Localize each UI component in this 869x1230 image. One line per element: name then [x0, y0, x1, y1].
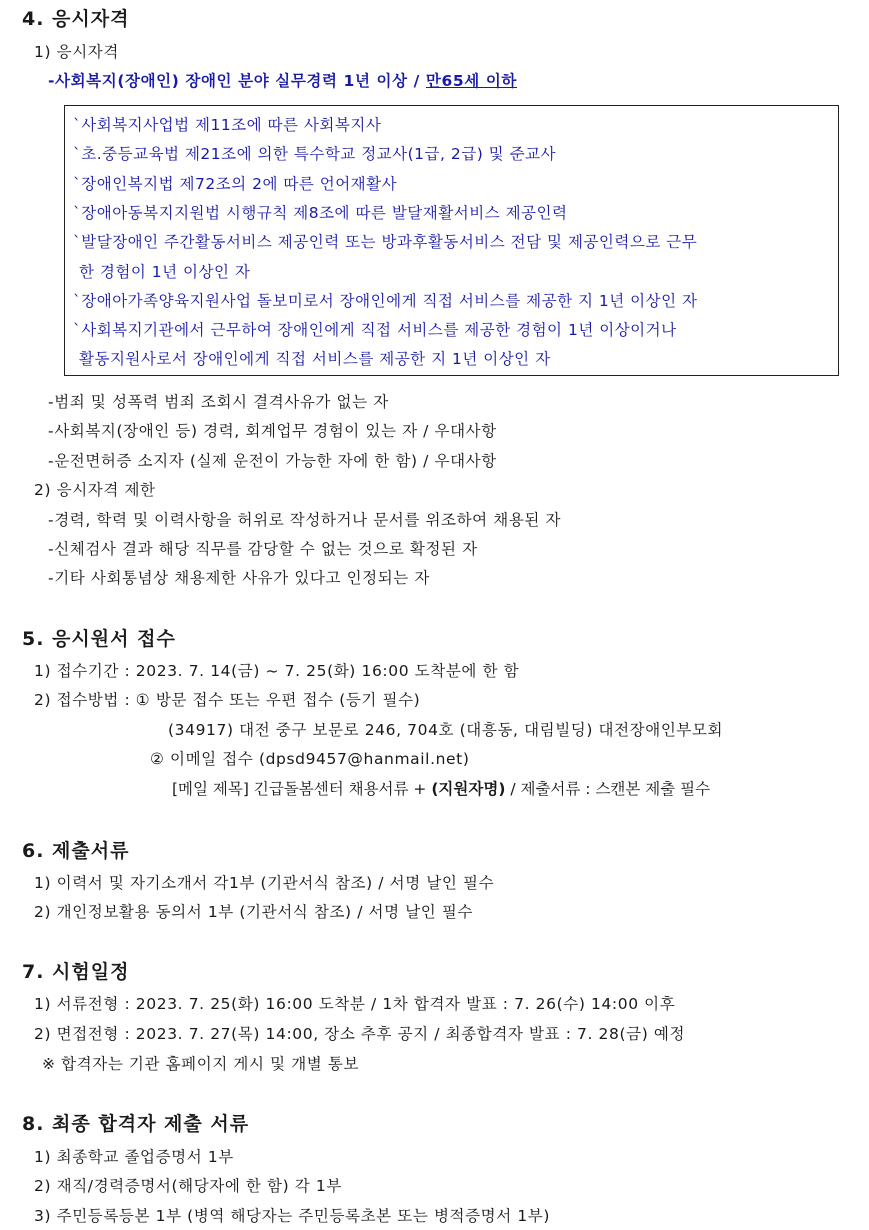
final-document-item: 3) 주민등록등본 1부 (병역 해당자는 주민등록초본 또는 병적증명서 1부): [34, 1207, 551, 1225]
extra-requirement: -사회복지(장애인 등) 경력, 회계업무 경험이 있는 자 / 우대사항: [48, 422, 497, 440]
qualification-item-cont: 한 경험이 1년 이상인 자: [79, 263, 251, 281]
mailing-address: (34917) 대전 중구 보문로 246, 704호 (대흥동, 대림빌딩) 대전장애인부모회: [168, 721, 724, 739]
qualification-item: `장애인복지법 제72조의 2에 따른 언어재활사: [73, 175, 398, 193]
extra-requirement: -운전면허증 소지자 (실제 운전이 가능한 자에 한 함) / 우대사항: [48, 452, 497, 470]
section-5-title: 5. 응시원서 접수: [22, 628, 176, 650]
section-6-title: 6. 제출서류: [22, 840, 130, 862]
final-document-item: 1) 최종학교 졸업증명서 1부: [34, 1148, 234, 1166]
qualification-item: `장애아가족양육지원사업 돌보미로서 장애인에게 직접 서비스를 제공한 지 1년 이상인 자: [73, 292, 698, 310]
qualification-box: [64, 105, 839, 376]
qualification-item: `발달장애인 주간활동서비스 제공인력 또는 방과후활동서비스 전담 및 제공인력으로 근무: [73, 233, 698, 251]
qualification-item: `장애아동복지지원법 시행규칙 제8조에 따른 발달재활서비스 제공인력: [73, 204, 568, 222]
main-requirement: [48, 69, 517, 91]
restriction-item: -경력, 학력 및 이력사항을 허위로 작성하거나 문서를 위조하여 채용된 자: [48, 511, 562, 529]
document-item: 1) 이력서 및 자기소개서 각1부 (기관서식 참조) / 서명 날인 필수: [34, 874, 495, 892]
application-period: 1) 접수기간 : 2023. 7. 14(금) ~ 7. 25(화) 16:00 도착분에 한 함: [34, 662, 520, 680]
mail-subject-docs: / 제출서류 : 스캔본 제출 필수: [505, 780, 711, 798]
section-4-sub1: 1) 응시자격: [34, 43, 119, 61]
applicant-name-placeholder: (지원자명): [431, 780, 506, 798]
schedule-item: 1) 서류전형 : 2023. 7. 25(화) 16:00 도착분 / 1차 합격자 발표 : 7. 26(수) 14:00 이후: [34, 995, 676, 1013]
extra-requirement: -범죄 및 성폭력 범죄 조회시 결격사유가 없는 자: [48, 393, 389, 411]
application-method: 2) 접수방법 : ① 방문 접수 또는 우편 접수 (등기 필수): [34, 691, 421, 709]
qualification-item: `초.중등교육법 제21조에 의한 특수학교 정교사(1급, 2급) 및 준교사: [73, 145, 556, 163]
email-submission: ② 이메일 접수 (dpsd9457@hanmail.net): [150, 750, 470, 768]
mail-subject-text: [메일 제목] 긴급돌봄센터 채용서류 +: [172, 780, 432, 798]
announcement-note: ※ 합격자는 기관 홈페이지 게시 및 개별 통보: [42, 1055, 360, 1073]
age-limit: 만65세 이하: [425, 72, 517, 90]
section-4-title: 4. 응시자격: [22, 8, 130, 30]
qualification-item: `사회복지기관에서 근무하여 장애인에게 직접 서비스를 제공한 경험이 1년 이상이거나: [73, 321, 677, 339]
mail-subject-rule: [172, 777, 710, 799]
qualification-item-cont: 활동지원사로서 장애인에게 직접 서비스를 제공한 지 1년 이상인 자: [79, 350, 551, 368]
section-7-title: 7. 시험일정: [22, 961, 130, 983]
schedule-item: 2) 면접전형 : 2023. 7. 27(목) 14:00, 장소 추후 공지 / 최종합격자 발표 : 7. 28(금) 예정: [34, 1025, 686, 1043]
restriction-item: -신체검사 결과 해당 직무를 감당할 수 없는 것으로 확정된 자: [48, 540, 478, 558]
main-requirement-text: -사회복지(장애인) 장애인 분야 실무경력 1년 이상 /: [48, 72, 426, 90]
section-4-sub2: 2) 응시자격 제한: [34, 481, 156, 499]
final-document-item: 2) 재직/경력증명서(해당자에 한 함) 각 1부: [34, 1177, 342, 1195]
section-8-title: 8. 최종 합격자 제출 서류: [22, 1113, 250, 1135]
document-item: 2) 개인정보활용 동의서 1부 (기관서식 참조) / 서명 날인 필수: [34, 903, 474, 921]
restriction-item: -기타 사회통념상 채용제한 사유가 있다고 인정되는 자: [48, 569, 430, 587]
qualification-item: `사회복지사업법 제11조에 따른 사회복지사: [73, 116, 382, 134]
